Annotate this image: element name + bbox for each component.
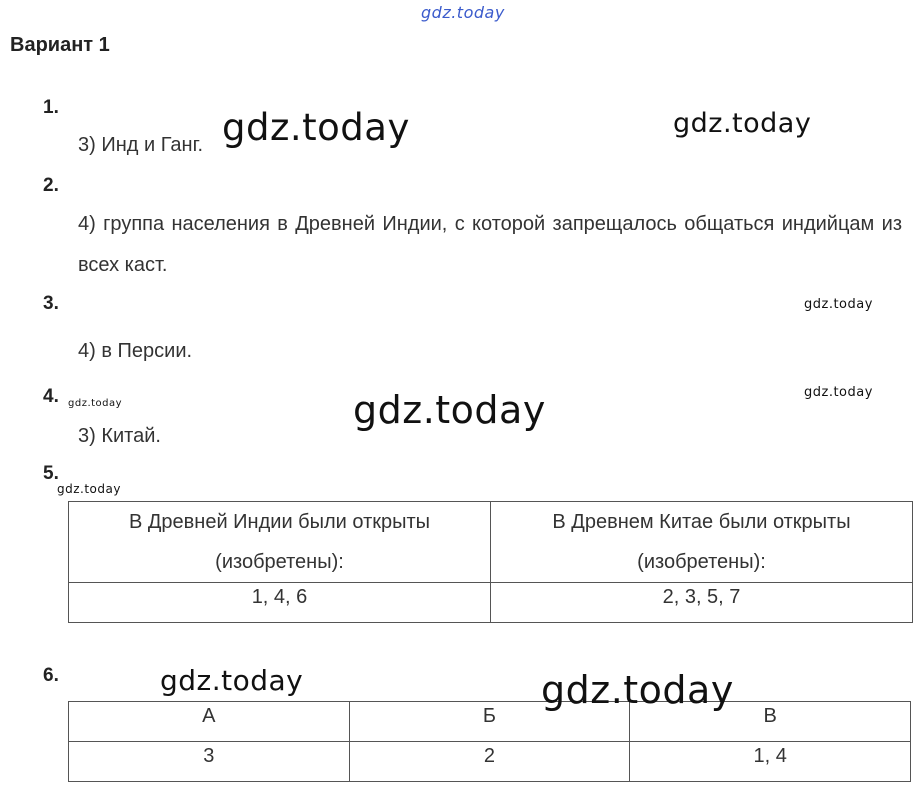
question-2-number: 2.	[43, 175, 59, 196]
table-header-india	[69, 502, 491, 583]
question-2-answer: 4) группа населения в Древней Индии, с которой запрещалось общаться индийцам из всех каст.	[78, 213, 902, 276]
watermark-medium-2: gdz.today	[160, 664, 304, 697]
header-india-line2: (изобретены):	[215, 551, 344, 573]
watermark-tiny-1: gdz.today	[68, 398, 123, 409]
table-discoveries	[68, 501, 913, 623]
watermark-large-3: gdz.today	[541, 668, 734, 712]
table-cell-v: 1, 4	[630, 742, 911, 782]
watermark-large-1: gdz.today	[222, 106, 410, 149]
watermark-tiny-2: gdz.today	[57, 482, 121, 496]
question-6-number: 6.	[43, 665, 59, 686]
watermark-medium-1: gdz.today	[673, 108, 812, 139]
watermark-small-1: gdz.today	[804, 297, 873, 312]
watermark-large-2: gdz.today	[353, 388, 546, 432]
question-4-number: 4.	[43, 386, 59, 407]
table-row	[69, 583, 913, 623]
question-4-answer: 3) Китай.	[78, 425, 161, 447]
watermark-small-2: gdz.today	[804, 385, 873, 400]
table-header-a: А	[69, 702, 350, 742]
question-1-number: 1.	[43, 97, 59, 118]
header-china-line2: (изобретены):	[637, 551, 766, 573]
header-india-line1: В Древней Индии были открыты	[128, 511, 431, 533]
question-3-number: 3.	[43, 293, 59, 314]
table-header-v: В	[630, 702, 911, 742]
header-china-line1: В Древнем Китае были открыты	[552, 511, 851, 533]
table-cell-china: 2, 3, 5, 7	[491, 583, 913, 623]
question-5-number: 5.	[43, 463, 59, 484]
table-row	[69, 742, 911, 782]
table-matching	[68, 701, 911, 782]
page-title: Вариант 1	[10, 34, 110, 56]
table-header-china	[491, 502, 913, 583]
table-row	[69, 702, 911, 742]
question-1-answer: 3) Инд и Ганг.	[78, 134, 203, 156]
table-cell-india: 1, 4, 6	[69, 583, 491, 623]
question-3-answer: 4) в Персии.	[78, 340, 193, 362]
table-header-b: Б	[349, 702, 630, 742]
watermark-top: gdz.today	[421, 3, 505, 22]
table-row	[69, 502, 913, 583]
table-cell-b: 2	[349, 742, 630, 782]
table-cell-a: 3	[69, 742, 350, 782]
